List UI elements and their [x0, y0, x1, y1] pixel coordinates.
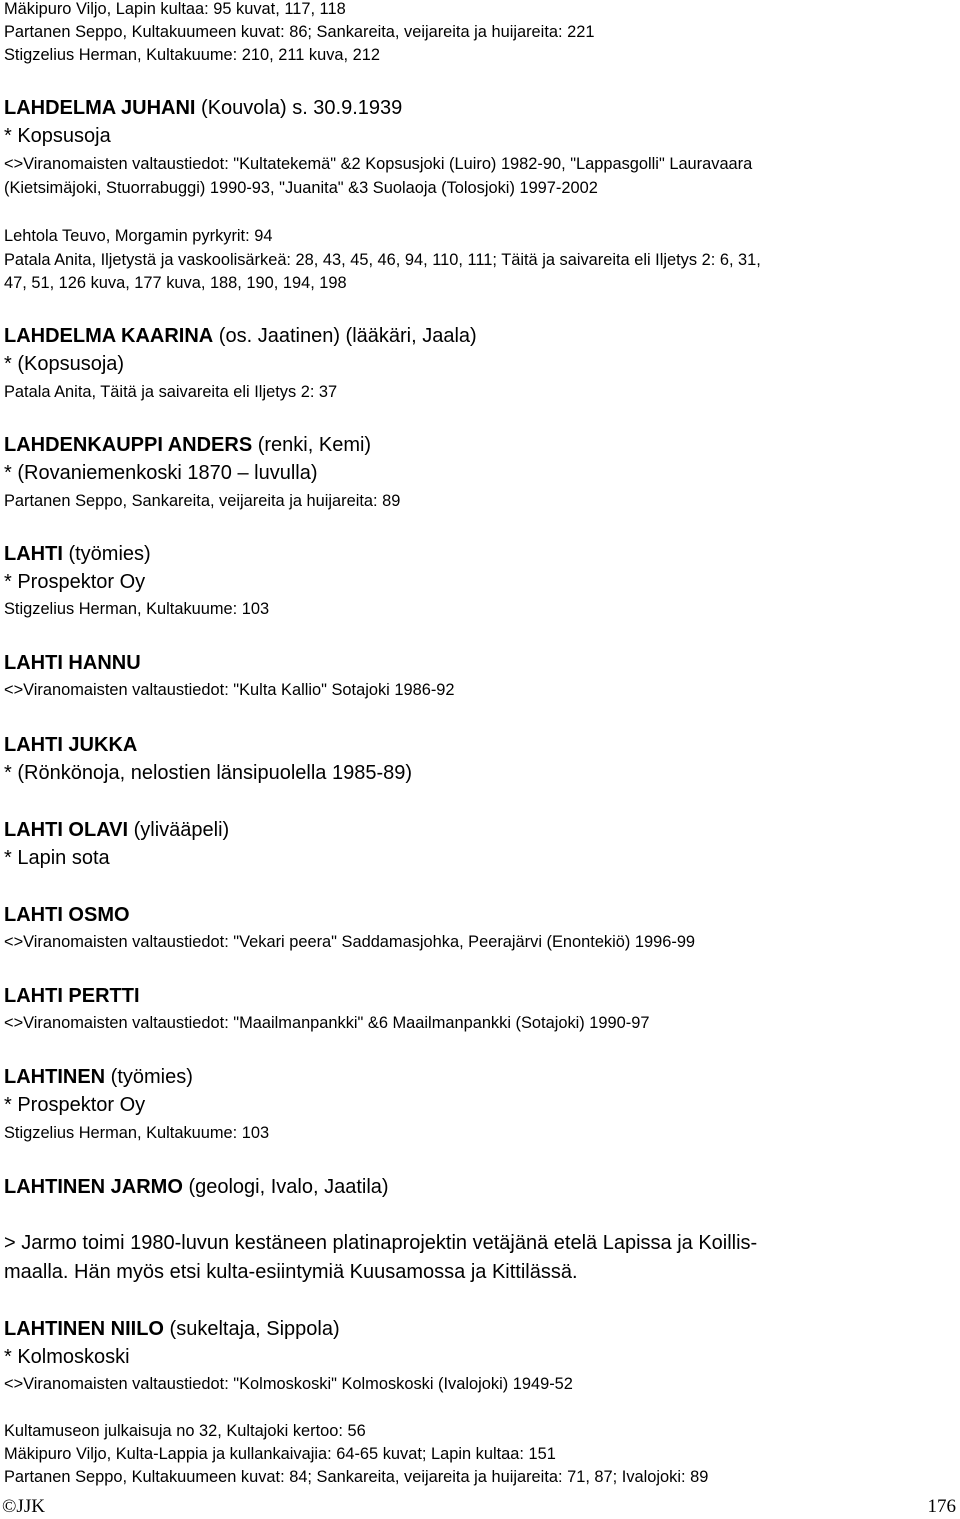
entry-name: LAHDENKAUPPI ANDERS: [4, 434, 253, 456]
reference-line: Mäkipuro Viljo, Kulta-Lappia ja kullankaivajia: 64-65 kuvat; Lapin kultaa: 151: [4, 1445, 556, 1463]
entry-name: LAHTI PERTTI: [4, 985, 140, 1007]
entry-heading: [4, 434, 371, 457]
entry-heading: [4, 985, 140, 1008]
entry-heading: [4, 652, 141, 675]
entry-claim-line: * Lapin sota: [4, 847, 110, 869]
entry-heading: [4, 543, 151, 566]
reference-line: Mäkipuro Viljo, Lapin kultaa: 95 kuvat, 117, 118: [4, 0, 346, 18]
entry-description: (sukeltaja, Sippola): [164, 1318, 340, 1340]
entry-description: (ylivääpeli): [128, 819, 230, 841]
reference-line: Partanen Seppo, Kultakuumeen kuvat: 84; Sankareita, veijareita ja huijareita: 71, 87; Ivalojoki: 89: [4, 1468, 709, 1486]
entry-claim-line: (Kietsimäjoki, Stuorrabuggi) 1990-93, "Juanita" &3 Suolaoja (Tolosjoki) 1997-2002: [4, 179, 598, 197]
entry-heading: [4, 325, 477, 348]
entry-description: (Kouvola) s. 30.9.1939: [195, 97, 403, 119]
entry-claim-line: * (Rovaniemenkoski 1870 – luvulla): [4, 462, 318, 484]
entry-claim-line: <>Viranomaisten valtaustiedot: "Kulta Kallio" Sotajoki 1986-92: [4, 681, 455, 699]
entry-claim-line: * Kopsusoja: [4, 125, 111, 147]
entry-name: LAHTI JUKKA: [4, 734, 138, 756]
entry-name: LAHTI HANNU: [4, 652, 141, 674]
reference-line: Patala Anita, Täitä ja saivareita eli Iljetys 2: 37: [4, 383, 338, 401]
reference-line: Stigzelius Herman, Kultakuume: 103: [4, 600, 270, 618]
entry-paragraph: maalla. Hän myös etsi kulta-esiintymiä Kuusamossa ja Kittilässä.: [4, 1261, 578, 1283]
copyright-text: ©JJK: [2, 1496, 45, 1517]
entry-heading: [4, 1176, 389, 1199]
entry-description: (renki, Kemi): [252, 434, 372, 456]
reference-line: Stigzelius Herman, Kultakuume: 103: [4, 1124, 270, 1142]
entry-claim-line: * (Rönkönoja, nelostien länsipuolella 1985-89): [4, 762, 413, 784]
entry-heading: [4, 734, 137, 757]
entry-heading: [4, 97, 402, 120]
reference-line: Partanen Seppo, Kultakuumeen kuvat: 86; Sankareita, veijareita ja huijareita: 221: [4, 23, 595, 41]
entry-heading: [4, 904, 130, 927]
entry-paragraph: > Jarmo toimi 1980-luvun kestäneen platinaprojektin vetäjänä etelä Lapissa ja Koillis-: [4, 1232, 758, 1254]
entry-claim-line: <>Viranomaisten valtaustiedot: "Maailmanpankki" &6 Maailmanpankki (Sotajoki) 1990-97: [4, 1014, 650, 1032]
entry-claim-line: * Prospektor Oy: [4, 1094, 146, 1116]
entry-description: (os. Jaatinen) (lääkäri, Jaala): [213, 325, 477, 347]
reference-line: 47, 51, 126 kuva, 177 kuva, 188, 190, 194, 198: [4, 274, 347, 292]
reference-line: Partanen Seppo, Sankareita, veijareita ja huijareita: 89: [4, 492, 401, 510]
reference-line: Kultamuseon julkaisuja no 32, Kultajoki kertoo: 56: [4, 1422, 366, 1440]
reference-line: Stigzelius Herman, Kultakuume: 210, 211 kuva, 212: [4, 46, 380, 64]
entry-heading: [4, 1318, 340, 1341]
entry-name: LAHTI OSMO: [4, 904, 130, 926]
entry-claim-line: * Prospektor Oy: [4, 571, 146, 593]
entry-claim-line: * Kolmoskoski: [4, 1346, 130, 1368]
entry-description: (geologi, Ivalo, Jaatila): [182, 1176, 389, 1198]
page-number: 176: [927, 1496, 956, 1517]
entry-heading: [4, 819, 229, 842]
entry-description: (työmies): [105, 1066, 193, 1088]
entry-name: LAHDELMA KAARINA: [4, 325, 214, 347]
entry-heading: [4, 1066, 193, 1089]
entry-description: (työmies): [62, 543, 151, 565]
entry-name: LAHDELMA JUHANI: [4, 97, 196, 119]
entry-claim-line: <>Viranomaisten valtaustiedot: "Kolmoskoski" Kolmoskoski (Ivalojoki) 1949-52: [4, 1375, 573, 1393]
entry-name: LAHTINEN JARMO: [4, 1176, 183, 1198]
entry-claim-line: <>Viranomaisten valtaustiedot: "Kultatekemä" &2 Kopsusjoki (Luiro) 1982-90, "Lappasgolli" Lauravaara: [4, 155, 753, 173]
entry-claim-line: <>Viranomaisten valtaustiedot: "Vekari peera" Saddamasjohka, Peerajärvi (Enontekiö) 1996-99: [4, 933, 696, 951]
entry-name: LAHTI OLAVI: [4, 819, 129, 841]
entry-name: LAHTINEN: [4, 1066, 106, 1088]
entry-name: LAHTI: [4, 543, 63, 565]
reference-line: Lehtola Teuvo, Morgamin pyrkyrit: 94: [4, 227, 273, 245]
entry-claim-line: * (Kopsusoja): [4, 353, 125, 375]
reference-line: Patala Anita, Iljetystä ja vaskoolisärkeä: 28, 43, 45, 46, 94, 110, 111; Täitä ja saivareita eli Iljetys 2: 6, 31,: [4, 251, 761, 269]
entry-name: LAHTINEN NIILO: [4, 1318, 164, 1340]
